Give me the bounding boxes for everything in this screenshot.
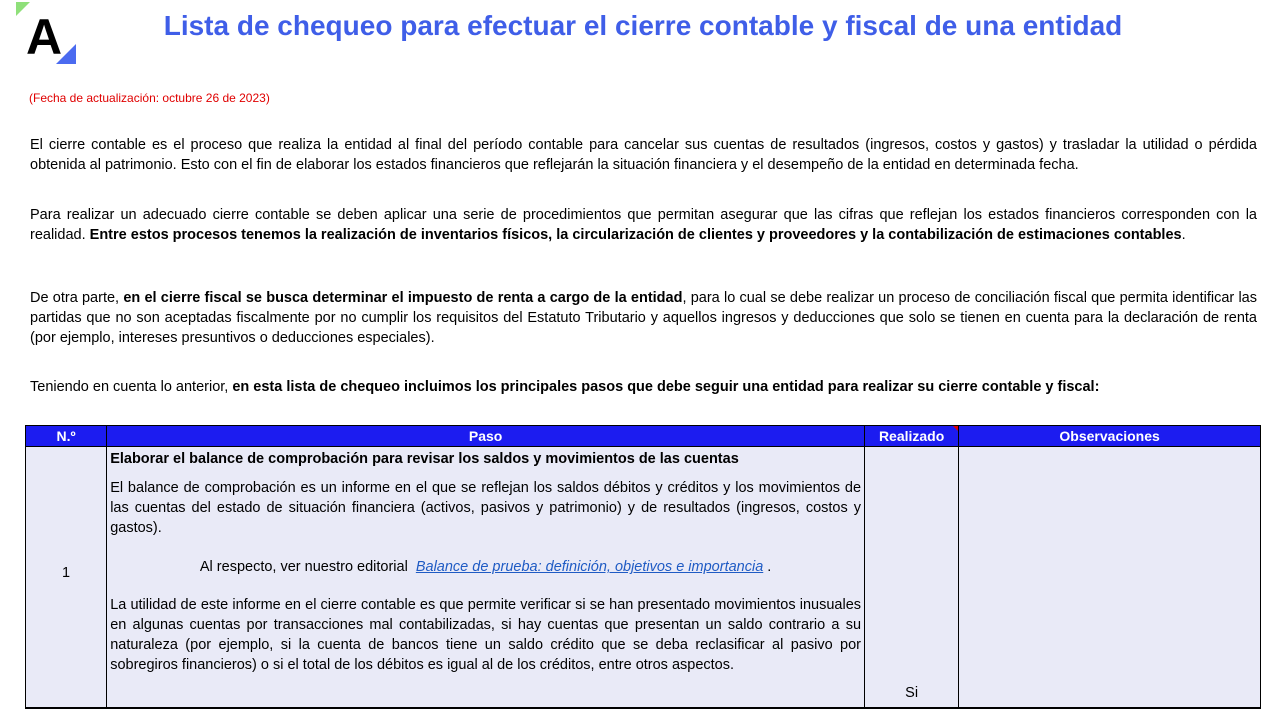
step-reference [110, 557, 861, 577]
header-done: Realizado [865, 426, 959, 447]
intro-paragraph-1 [30, 135, 1257, 175]
intro-p2-end: . [1181, 227, 1186, 243]
intro-paragraph-4 [30, 377, 1257, 397]
step-usage-text: La utilidad de este informe en el cierre contable es que permite verificar si se han presentado movimientos inusuales en algunas cuentas por transacciones mal contabilizadas, si hay cuentas que presentan un saldo contrario a su naturaleza (por ejemplo, si la cuenta de bancos tiene un saldo crédito que se deba reclasificar al pasivo por sobregiros financieros) o si el total de los débitos es igual al de los créditos, entre otros aspectos. [110, 597, 862, 673]
update-date: (Fecha de actualización: octubre 26 de 2023) [29, 91, 270, 105]
reference-suffix: . [763, 559, 772, 575]
header-step: Paso [107, 426, 865, 447]
intro-p2-text: Para realizar un adecuado cierre contable se deben aplicar una serie de procedimientos que permitan asegurar que las cifras que reflejan los estados financieros corresponden con la realidad. [30, 207, 1257, 243]
intro-p2-bold: Entre estos procesos tenemos la realización de inventarios físicos, la circularización de clientes y proveedores y la contabilización de estimaciones contables [89, 227, 1182, 243]
comment-marker-icon [953, 426, 958, 431]
step-cell[interactable] [107, 447, 865, 709]
intro-p4-bold: en esta lista de chequeo incluimos los principales pasos que debe seguir una entidad para realizar su cierre contable y fiscal: [232, 379, 1100, 395]
intro-p3-start: De otra parte, [30, 290, 124, 306]
intro-paragraph-2 [30, 205, 1257, 245]
svg-text:A: A [25, 9, 63, 65]
header-observations: Observaciones [959, 426, 1261, 447]
observations-cell[interactable] [959, 447, 1261, 709]
intro-p4-start: Teniendo en cuenta lo anterior, [30, 379, 233, 395]
table-row [26, 447, 1261, 709]
intro-p1-text: El cierre contable es el proceso que realiza la entidad al final del período contable para cancelar sus cuentas de resultados (ingresos, costos y gastos) y trasladar la utilidad o pérdida obtenida al patrimonio. Esto con el fin de elaborar los estados financieros que reflejarán la situación financiera y el desempeño de la entidad en determinada fecha. [30, 137, 1257, 173]
editorial-link[interactable]: Balance de prueba: definición, objetivos e importancia [415, 559, 764, 575]
intro-paragraph-3 [30, 288, 1257, 348]
intro-p3-end: , para lo cual se debe realizar un proceso de conciliación fiscal que permita identificar las partidas que no son aceptadas fiscalmente por no cumplir los requisitos del Estatuto Tributario y aquellos ingresos y deducciones que solo se tienen en cuenta para la declaración de renta (por ejemplo, intereses presuntivos o deducciones especiales). [30, 290, 1257, 346]
step-heading: Elaborar el balance de comprobación para revisar los saldos y movimientos de las cuentas [110, 451, 739, 467]
step-number: 1 [62, 565, 71, 581]
intro-p3-bold: en el cierre fiscal se busca determinar el impuesto de renta a cargo de la entidad [123, 290, 683, 306]
done-cell[interactable] [865, 447, 959, 709]
checklist-table [25, 425, 1261, 709]
step-description: El balance de comprobación es un informe en el que se reflejan los saldos débitos y créditos y los movimientos de las cuentas del estado de situación financiera (activos, pasivos y patrimonio) y de resultados (ingresos, costos y gastos). [110, 480, 862, 536]
page-title: Lista de chequeo para efectuar el cierre contable y fiscal de una entidad [163, 10, 1123, 41]
header-number: N.º [26, 426, 107, 447]
reference-prefix: Al respecto, ver nuestro editorial [199, 559, 412, 575]
table-header-row [26, 426, 1261, 447]
step-number-cell[interactable] [26, 447, 107, 709]
done-value: Si [905, 685, 919, 701]
